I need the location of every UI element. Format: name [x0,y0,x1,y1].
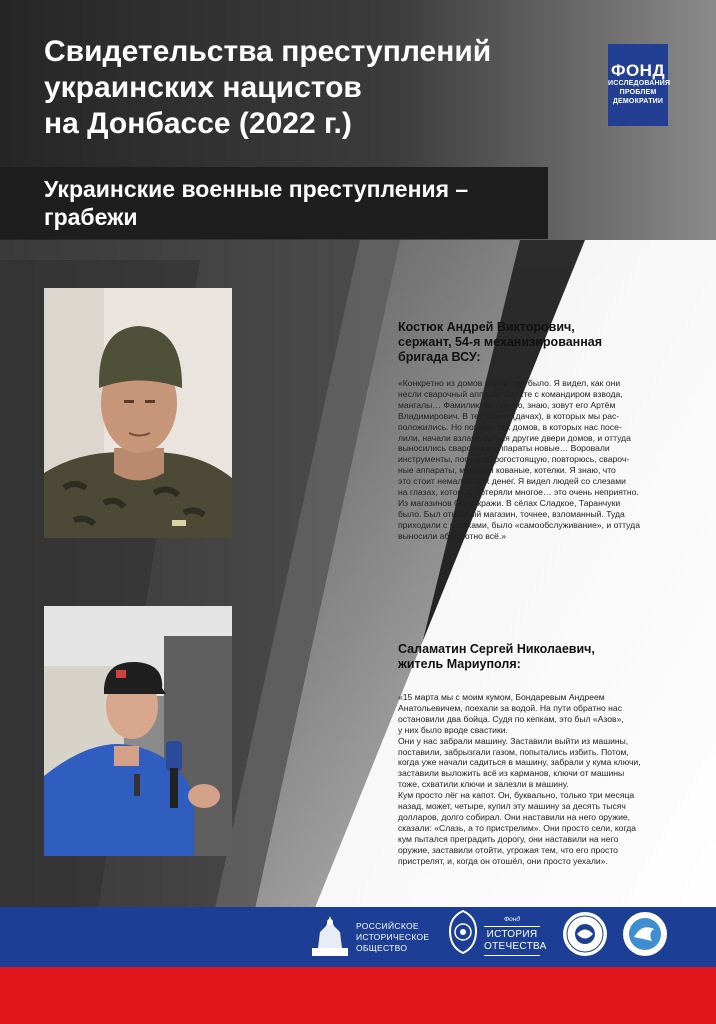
witness-2-quote: «15 марта мы с моим кумом, Бондаревым Андреем Анатольевичем, поехали за водой. На пути обратно нас остановили два бойца. Судя по кепкам, это был «Азов», у них было вроде свастики. Они у нас забрали машину. Заставили выйти из машины, поставили, забрызгали газом, попытались избить. Потом, когда уже начали садиться в машину, забрали у кума ключи, заставили выложить всё из карманов, ключи от машины тоже, схватили ключи и залезли в машину. Кум просто лёг на капот. Он, буквально, только три месяца назад, может, четыре, купил эту машину за десять тысяч долларов, долго собирал. Они наставили на него оружие, сказали: «Слазь, а то пристрелим». Они просто сели, когда кум пытался преградить дорогу, они наставили на него оружие, заставили отойти, угрожая тем, что его просто пристрелят, и, когда он отошёл, они просто уехали». [398,692,641,866]
rio-line-2: ИСТОРИЧЕСКОЕ [356,932,430,942]
witness-1-name-line-1: Костюк Андрей Викторович, [398,320,575,334]
witness-2-name [398,642,698,672]
page-title [44,34,574,142]
page-subtitle [44,175,544,231]
history-line-2: ОТЕЧЕСТВА [484,941,547,952]
witness-1-name [398,320,698,365]
title-line-2: украинских нацистов [44,71,362,104]
man-with-microphone-photo [44,606,232,856]
subtitle-line-2: грабежи [44,204,138,230]
rio-monument-icon [308,912,352,960]
footer-red-band [0,967,716,1024]
logo-line-4: ДЕМОКРАТИИ [612,98,664,105]
history-fund-small: Фонд [504,916,520,923]
society-emblem-icon [622,911,668,957]
witness-2-name-line-2: житель Мариуполя: [398,657,521,671]
witness-1-name-line-3: бригада ВСУ: [398,350,481,364]
history-line-1: ИСТОРИЯ [486,929,538,940]
witness-2-name-line-1: Саламатин Сергей Николаевич, [398,642,595,656]
logo-line-1: ФОНД [610,61,666,80]
subtitle-line-1: Украинские военные преступления – [44,176,469,202]
history-fund-label [484,916,547,958]
fund-logo [608,44,671,126]
logo-line-2: ИССЛЕДОВАНИЯ [608,80,671,87]
logo-line-3: ПРОБЛЕМ [619,89,657,96]
soldier-portrait-photo [44,288,232,538]
title-line-3: на Донбассе (2022 г.) [44,107,352,140]
rio-line-3: ОБЩЕСТВО [356,943,408,953]
rio-label [356,921,429,954]
assembly-emblem-icon [562,911,608,957]
history-fund-emblem-icon [446,909,480,955]
rio-line-1: РОССИЙСКОЕ [356,921,419,931]
witness-1-quote: «Конкретно из домов воровство было. Я видел, как они несли сварочный аппарат вместе с командиром взвода, мангалы… Фамилию не помню, знаю, зовут его Артём Владимирович. В тех домах (дачах), в которых мы рас- положились. Но помимо тех домов, в которых нас посе- лили, начали взламываться другие двери домов, и оттуда выносились сварочные аппараты новые… Воровали инструменты, посуду дорогостоящую, повторюсь, свароч- ные аппараты, мангалы кованые, котелки. Я знаю, что это стоит немаленьких денег. Я видел людей со слезами на глазах, которые потеряли многое… это очень неприятно. Из магазинов были кражи. В сёлах Сладкое, Таранчуки было. Был открытый магазин, точнее, взломанный. Туда приходили с мешками, было «самообслуживание», и оттуда выносили абсолютно всё.» [398,378,640,541]
witness-1-name-line-2: сержант, 54-я механизированная [398,335,603,349]
title-line-1: Свидетельства преступлений [44,35,492,68]
